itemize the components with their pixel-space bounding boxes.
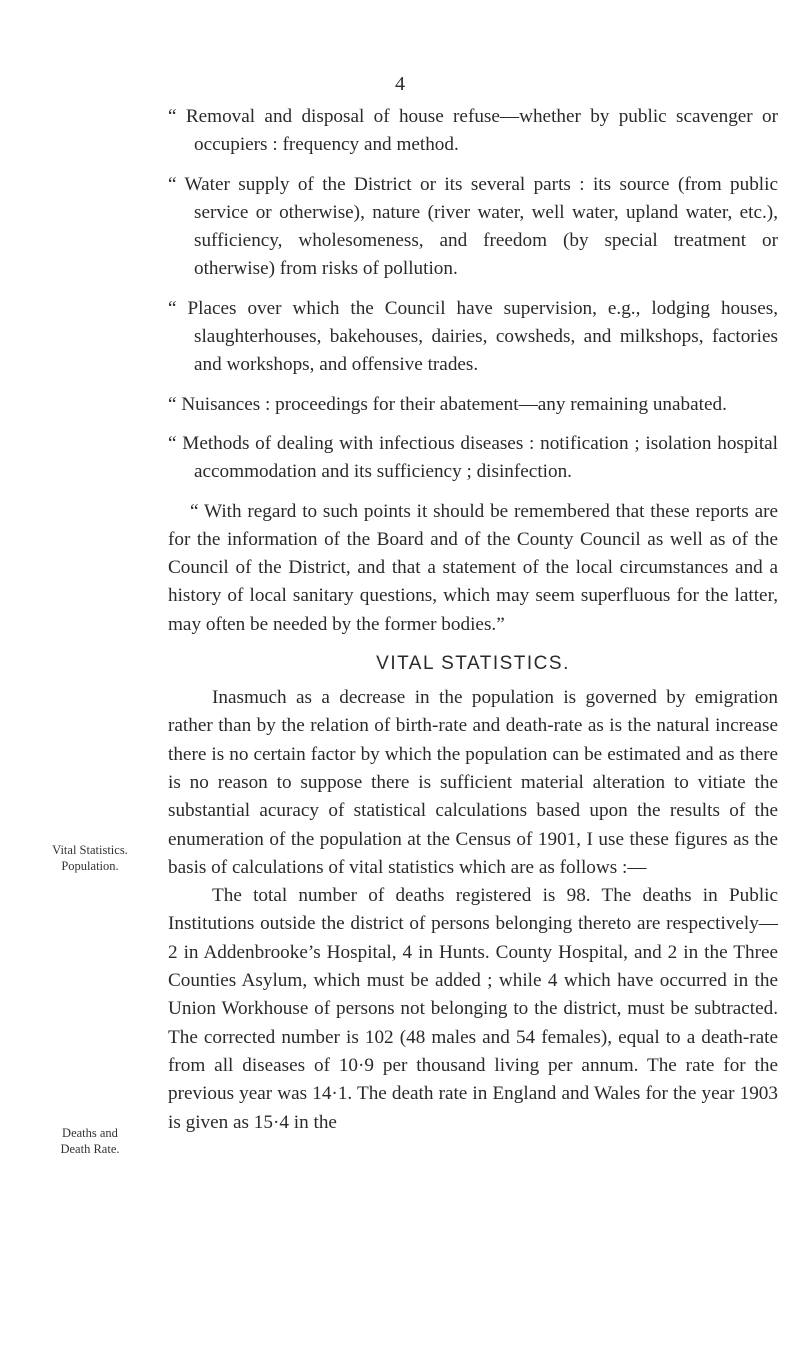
- margin-note-deaths: [16, 1125, 164, 1157]
- main-text-column: [168, 103, 778, 1137]
- quote-nuisances: “ Nuisances : proceedings for their abatement—any remaining unabated.: [168, 393, 727, 415]
- quote-house-refuse: “ Removal and disposal of house refuse—whether by public scavenger or occupiers : frequency and method.: [168, 106, 778, 156]
- quote-water-supply: “ Water supply of the District or its several parts : its source (from public service or otherwise), nature (river water, well water, upland water, etc.), sufficiency, wholesomeness, and freedom (by special treatment or otherwise) from risks of pollution.: [168, 173, 778, 280]
- page-number: 4: [395, 73, 405, 95]
- population-paragraph: Inasmuch as a decrease in the population is governed by emigration rather than by the relation of birth-rate and death-rate as is the natural increase there is no certain factor by which the population can be estimated and as there is no reason to suppose there is sufficient material alteration to vitiate the substantial acuracy of statistical calculations based upon the results of the enumeration of the population at the Census of 1901, I use these figures as the basis of calculations of vital statistics which are as follows :—: [168, 687, 778, 878]
- reminder-paragraph: “ With regard to such points it should be remembered that these reports are for the information of the Board and of the County Council as well as of the Council of the District, and that a statement of the local circumstances and a history of local sanitary questions, which may seem superfluous for the latter, may often be needed by the former bodies.”: [168, 500, 778, 635]
- quote-infectious-diseases: “ Methods of dealing with infectious diseases : notification ; isolation hospital accommodation and its sufficiency ; disinfection.: [168, 432, 778, 483]
- section-heading-vital-statistics: VITAL STATISTICS.: [376, 653, 570, 675]
- deaths-paragraph: The total number of deaths registered is 98. The deaths in Public Institutions outside the district of persons belonging thereto are respectively—2 in Addenbrooke’s Hospital, 4 in Hunts. County Hospital, and 2 in the Three Counties Asylum, which must be added ; while 4 which have occurred in the Union Workhouse of persons not belonging to the district, must be subtracted. The corrected number is 102 (48 males and 54 females), equal to a death-rate from all diseases of 10·9 per thousand living per annum. The rate for the previous year was 14·1. The death rate in England and Wales for the year 1903 is given as 15·4 in the: [168, 885, 778, 1133]
- quote-supervised-places: “ Places over which the Council have supervision, e.g., lodging houses, slaughterhouses, bakehouses, dairies, cowsheds, and milkshops, factories and workshops, and offensive trades.: [168, 297, 778, 376]
- margin-note-death-rate: Death Rate.: [60, 1142, 120, 1156]
- margin-note-deaths-title: Deaths and: [62, 1126, 118, 1140]
- margin-note-vital-statistics: [16, 842, 164, 874]
- margin-note-vital-title: Vital Statistics.: [52, 843, 128, 857]
- margin-note-population: Population.: [61, 859, 119, 873]
